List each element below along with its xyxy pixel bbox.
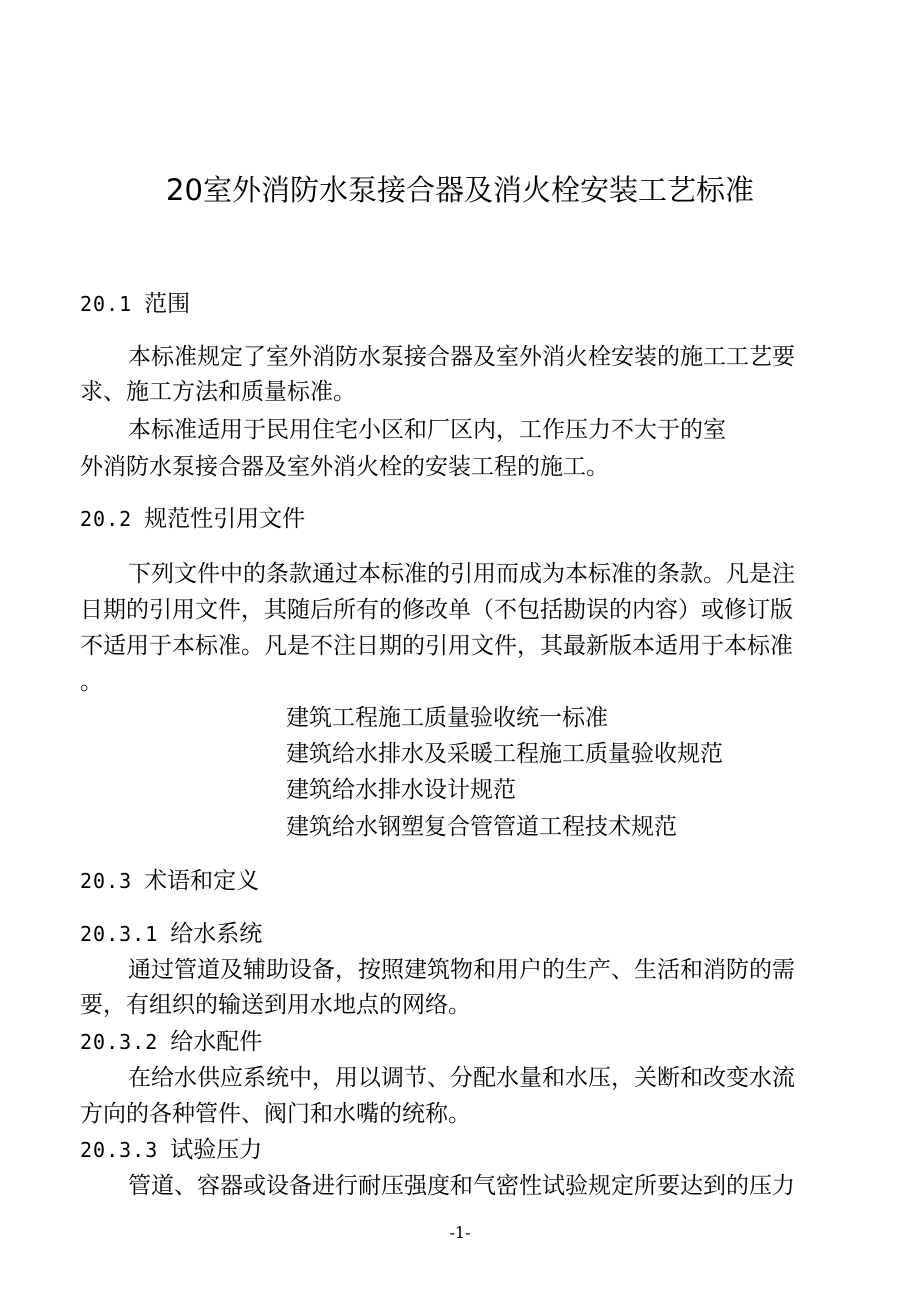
paragraph-line: 管道、容器或设备进行耐压强度和气密性试验规定所要达到的压力 [128, 1173, 795, 1199]
paragraph-line: 方向的各种管件、阀门和水嘴的统称。 [80, 1101, 471, 1127]
subsection-heading-20-3-3 [80, 1134, 262, 1166]
paragraph-line: 。 [80, 669, 103, 695]
section-heading-20-2 [80, 503, 305, 535]
reference-item: 建筑工程施工质量验收统一标准 [286, 705, 608, 731]
section-title: 术语和定义 [144, 868, 260, 894]
paragraph-line: 外消防水泵接合器及室外消火栓的安装工程的施工。 [80, 454, 609, 480]
page-title: 20室外消防水泵接合器及消火栓安装工艺标准 [166, 173, 754, 207]
page-number: -1- [449, 1223, 471, 1242]
section-number: 20.3 [80, 869, 133, 893]
reference-item: 建筑给水钢塑复合管管道工程技术规范 [286, 814, 677, 840]
paragraph-line: 本标准规定了室外消防水泵接合器及室外消火栓安装的施工工艺要 [128, 344, 795, 370]
section-number: 20.2 [80, 507, 133, 531]
paragraph-line: 本标准适用于民用住宅小区和厂区内，工作压力不大于的室 [128, 417, 726, 443]
section-title: 给水配件 [170, 1029, 263, 1055]
section-number: 20.1 [80, 292, 133, 316]
section-title: 给水系统 [170, 921, 263, 947]
section-title: 试验压力 [170, 1137, 263, 1163]
section-heading-20-3 [80, 865, 259, 897]
reference-item: 建筑给水排水设计规范 [286, 777, 516, 803]
reference-item: 建筑给水排水及采暖工程施工质量验收规范 [286, 741, 723, 767]
paragraph-line: 日期的引用文件，其随后所有的修改单（不包括勘误的内容）或修订版 [80, 597, 793, 623]
subsection-heading-20-3-1 [80, 918, 262, 950]
section-heading-20-1 [80, 288, 190, 320]
section-title: 规范性引用文件 [144, 506, 306, 532]
paragraph-line: 要，有组织的输送到用水地点的网络。 [80, 992, 471, 1018]
paragraph-line: 下列文件中的条款通过本标准的引用而成为本标准的条款。凡是注 [128, 561, 795, 587]
section-number: 20.3.2 [80, 1030, 159, 1054]
paragraph-line: 通过管道及辅助设备，按照建筑物和用户的生产、生活和消防的需 [128, 957, 795, 983]
subsection-heading-20-3-2 [80, 1026, 262, 1058]
paragraph-line: 不适用于本标准。凡是不注日期的引用文件，其最新版本适用于本标准 [80, 633, 793, 659]
paragraph-line: 在给水供应系统中，用以调节、分配水量和水压，关断和改变水流 [128, 1065, 795, 1091]
section-title: 范围 [144, 291, 191, 317]
section-number: 20.3.1 [80, 922, 159, 946]
paragraph-line: 求、施工方法和质量标准。 [80, 379, 356, 405]
section-number: 20.3.3 [80, 1138, 159, 1162]
